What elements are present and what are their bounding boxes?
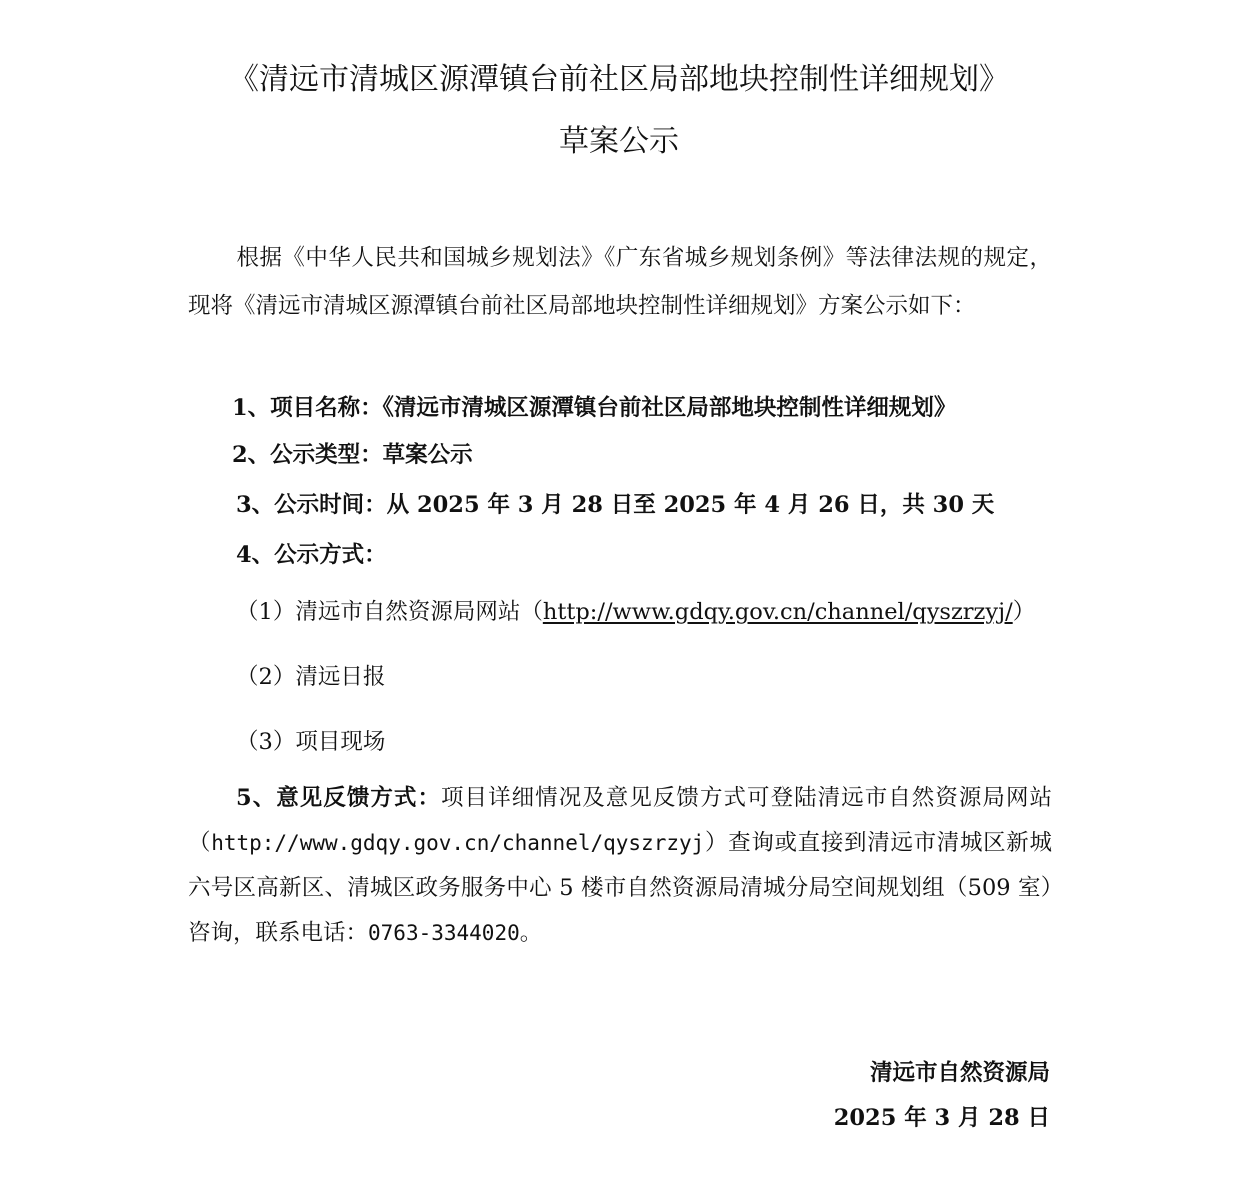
feedback-phone: 0763-3344020 [368, 921, 520, 945]
item-project-name [232, 390, 956, 422]
item-notice-type-value: 草案公示 [382, 442, 473, 468]
signature-org: 清远市自然资源局 [869, 1060, 1050, 1086]
item-project-name-label: 1、项目名称： [232, 395, 383, 421]
feedback-label: 5、意见反馈方式： [236, 785, 442, 811]
method-site: （3）项目现场 [236, 729, 386, 755]
feedback-end: 。 [519, 920, 543, 946]
intro-paragraph [188, 234, 1052, 330]
item-notice-type-label: 2、公示类型： [232, 442, 383, 468]
feedback-text-a: 项目详细情况及意见反馈方式可登陆清远市自然资源局网站（ [188, 785, 1052, 856]
item-notice-method-label: 4、公示方式： [236, 542, 387, 568]
item-notice-time-label: 3、公示时间： [236, 492, 387, 518]
signature-date: 2025 年 3 月 28 日 [833, 1105, 1050, 1131]
item-notice-method [236, 537, 387, 569]
item-notice-time-value: 从 2025 年 3 月 28 日至 2025 年 4 月 26 日，共 30 天 [386, 492, 995, 518]
document-title: 《清远市清城区源潭镇台前社区局部地块控制性详细规划》 [229, 62, 1009, 97]
feedback-url[interactable]: http://www.gdqy.gov.cn/channel/qyszrzyj [211, 831, 705, 855]
method-website-prefix: （1）清远市自然资源局网站（ [236, 599, 543, 625]
intro-text: 根据《中华人民共和国城乡规划法》《广东省城乡规划条例》等法律法规的规定，现将《清远市清城区源潭镇台前社区局部地块控制性详细规划》方案公示如下： [188, 245, 1052, 319]
feedback-text-b: ）查询或直接到清远市清城区新城六号区高新区、清城区政务服务中心 5 楼市自然资源局清城分局空间规划组（509 室）咨询，联系电话： [188, 830, 1052, 946]
website-link[interactable]: http://www.gdqy.gov.cn/channel/qyszrzyj/ [542, 599, 1013, 625]
method-website-suffix: ） [1012, 599, 1036, 625]
item-notice-time [236, 487, 994, 519]
method-newspaper: （2）清远日报 [236, 664, 386, 690]
feedback-paragraph [188, 776, 1052, 956]
item-project-name-value: 《清远市清城区源潭镇台前社区局部地块控制性详细规划》 [382, 395, 957, 421]
item-notice-type [232, 437, 473, 469]
method-website [236, 594, 1035, 626]
document-subtitle: 草案公示 [559, 124, 679, 159]
